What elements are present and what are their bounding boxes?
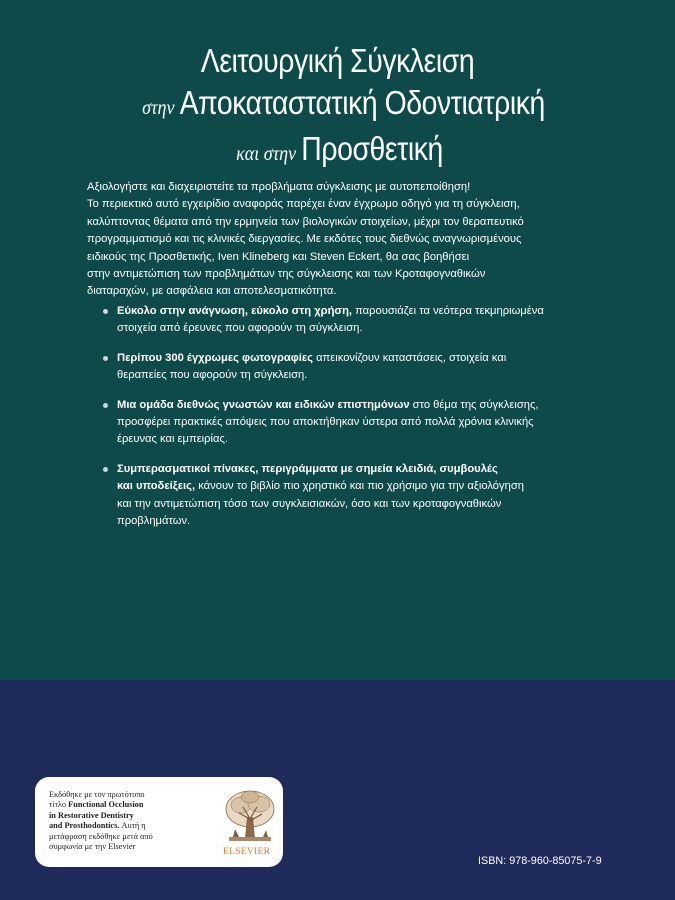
feature-first-line (117, 350, 580, 367)
feature-first-line (117, 478, 580, 495)
intro-line: προγραμματισμό και τις κλινικές διεργασίες. Με εκδότες τους διεθνώς αναγνωρισμένους (87, 233, 522, 246)
title-line-1-text: Λειτουργική Σύγκλειση (200, 42, 475, 79)
feature-line: έρευνας και εμπειρίας. (117, 433, 228, 446)
badge-line (49, 800, 179, 810)
bullet-dot-icon (103, 356, 108, 361)
badge-original-title: and Prosthodontics. (49, 821, 120, 831)
feature-first-line (117, 397, 580, 414)
feature-text: παρουσιάζει τα νεότερα τεκμηριωμένα (352, 305, 544, 317)
bullet-dot-icon (103, 467, 108, 472)
badge-line: Εκδόθηκε με τον πρωτότυπο (49, 790, 145, 799)
badge-line (49, 811, 179, 821)
feature-line: θεραπείες που αφορούν τη σύγκλειση. (117, 369, 308, 382)
title-line-2 (58, 82, 628, 128)
intro-line: διαταραχών, με ασφάλεια και αποτελεσματικότητα. (87, 285, 337, 298)
feature-bold: Συμπερασματικοί πίνακες, περιγράμματα με σημεία κλειδιά, συμβουλές (117, 462, 498, 475)
badge-line: μετάφραση εκδόθηκε μετά από (49, 831, 153, 841)
intro-line: στην αντιμετώπιση των προβλημάτων της σύγκλεισης και των Κροταφογναθικών (87, 268, 486, 281)
feature-text: απεικονίζουν καταστάσεις, στοιχεία και (312, 351, 507, 364)
feature-bold: Εύκολο στην ανάγνωση, εύκολο στη χρήση, (117, 305, 353, 317)
badge-original-title: in Restorative Dentistry (49, 810, 134, 820)
feature-first-line (117, 303, 580, 320)
feature-text: στο θέμα της σύγκλεισης, (409, 398, 539, 411)
intro-line: καλύπτοντας θέματα από την ερμηνεία των βιολογικών στοιχείων, μέχρι τον θεραπευτικό (87, 215, 524, 228)
book-title (0, 40, 675, 174)
title-line-2-prefix: στην (142, 95, 175, 119)
feature-list (100, 303, 580, 542)
feature-line: στοιχεία από έρευνες που αφορούν τη σύγκλειση. (117, 322, 363, 335)
feature-line: και την αντιμετώπιση τόσο των συγκλεισιακών, όσο και των κροταφογναθικών (117, 497, 502, 510)
title-line-1 (47, 40, 628, 82)
intro-paragraph (87, 179, 577, 301)
intro-line: Το περιεκτικό αυτό εγχειρίδιο αναφοράς παρέχει έναν έγχρωμο οδηγό για τη σύγκλειση, (87, 198, 520, 211)
original-title-badge (35, 777, 283, 867)
title-line-3-prefix: και στην (236, 141, 297, 165)
feature-bold: Περίπου 300 έγχρωμες φωτογραφίες (117, 351, 313, 364)
elsevier-wordmark: ELSEVIER (223, 847, 271, 857)
bullet-dot-icon (103, 309, 108, 314)
title-line-3 (51, 128, 628, 174)
badge-text-span: τίτλο (49, 800, 69, 810)
feature-line: προσφέρει πρακτικές απόψεις που αποκτήθηκαν ύστερα από πολλά χρόνια κλινικής (117, 416, 534, 429)
feature-item (100, 397, 580, 449)
intro-line: Αξιολογήστε και διαχειριστείτε τα προβλήματα σύγκλεισης με αυτοπεποίθηση! (87, 181, 471, 193)
badge-line (49, 821, 179, 831)
feature-bold: και υποδείξεις, (117, 480, 196, 493)
badge-text-span: Αυτή η (119, 821, 146, 831)
title-line-3-main: Προσθετική (301, 130, 443, 167)
intro-line: ειδικούς της Προσθετικής, Iven Klineberg και Steven Eckert, θα σας βοηθήσει (87, 250, 470, 263)
isbn-number: ISBN: 978-960-85075-7-9 (478, 855, 602, 867)
feature-bold: Μια ομάδα διεθνώς γνωστών και ειδικών επιστημόνων (117, 398, 410, 411)
feature-item (100, 303, 580, 338)
badge-line: συμφωνία με την Elsevier (49, 842, 136, 852)
feature-text: κάνουν το βιβλίο πιο χρηστικό και πιο χρήσιμο για την αξιολόγηση (195, 480, 524, 493)
badge-original-title: Functional Occlusion (68, 800, 144, 810)
feature-item (100, 350, 580, 385)
title-line-2-main: Αποκαταστατική Οδοντιατρική (179, 84, 545, 121)
bullet-dot-icon (103, 403, 108, 408)
feature-line: προβλημάτων. (117, 515, 191, 528)
feature-bold-line (117, 461, 580, 478)
badge-text (49, 790, 179, 852)
feature-item (100, 461, 580, 531)
